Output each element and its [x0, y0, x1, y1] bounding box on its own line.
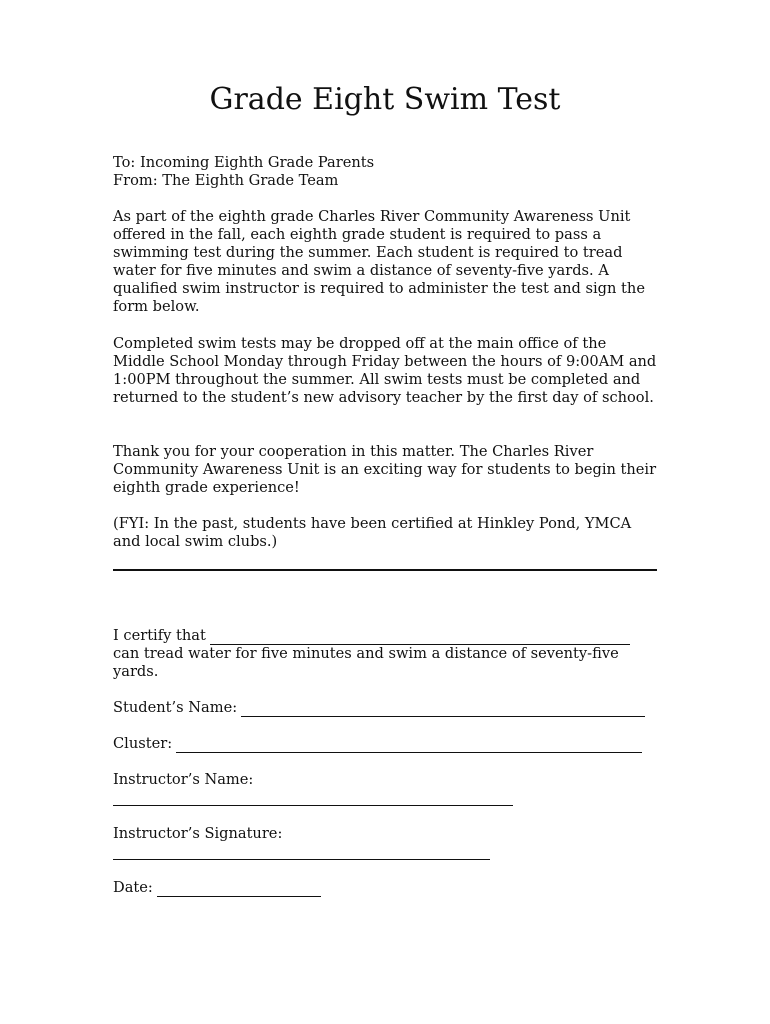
memo-to: To: Incoming Eighth Grade Parents: [113, 154, 375, 171]
certify-label: I certify that: [113, 627, 206, 644]
certify-continuation: can tread water for five minutes and swim a distance of seventy-five yards.: [113, 645, 619, 681]
intro-paragraph: As part of the eighth grade Charles River Community Awareness Unit offered in the fall, each eighth grade student is required to pass a swimming test during the summer. Each student is required to tread water for five minutes and swim a distance of seventy-five yards. A qualified swim instructor is required to administer the test and sign the form below.: [113, 208, 645, 316]
instructor-name-field[interactable]: [113, 791, 513, 806]
date-label: Date:: [113, 879, 153, 896]
dropoff-paragraph: Completed swim tests may be dropped off at the main office of the Middle School Monday through Friday between the hours of 9:00AM and 1:00PM throughout the summer. All swim tests must be completed and returned to the student’s new advisory teacher by the first day of school.: [113, 335, 657, 407]
thanks-paragraph: Thank you for your cooperation in this matter. The Charles River Community Awareness Unit is an exciting way for students to begin their eighth grade experience!: [113, 443, 657, 497]
instructor-signature-label: Instructor’s Signature:: [113, 825, 283, 842]
instructor-signature-field[interactable]: [113, 845, 490, 860]
date-field[interactable]: [157, 882, 321, 897]
cluster-label: Cluster:: [113, 735, 173, 752]
page-title: Grade Eight Swim Test: [209, 82, 561, 117]
fyi-paragraph: (FYI: In the past, students have been certified at Hinkley Pond, YMCA and local swim clubs.): [113, 515, 632, 551]
date-line: [113, 879, 321, 897]
student-name-field[interactable]: [241, 702, 645, 717]
certify-line: [113, 627, 630, 645]
student-name-label: Student’s Name:: [113, 699, 238, 716]
certify-student-field[interactable]: [210, 630, 630, 645]
student-name-line: [113, 699, 645, 717]
memo-from: From: The Eighth Grade Team: [113, 172, 339, 189]
cluster-field[interactable]: [176, 738, 642, 753]
cluster-line: [113, 735, 642, 753]
section-divider: [113, 569, 657, 571]
instructor-name-label: Instructor’s Name:: [113, 771, 254, 788]
